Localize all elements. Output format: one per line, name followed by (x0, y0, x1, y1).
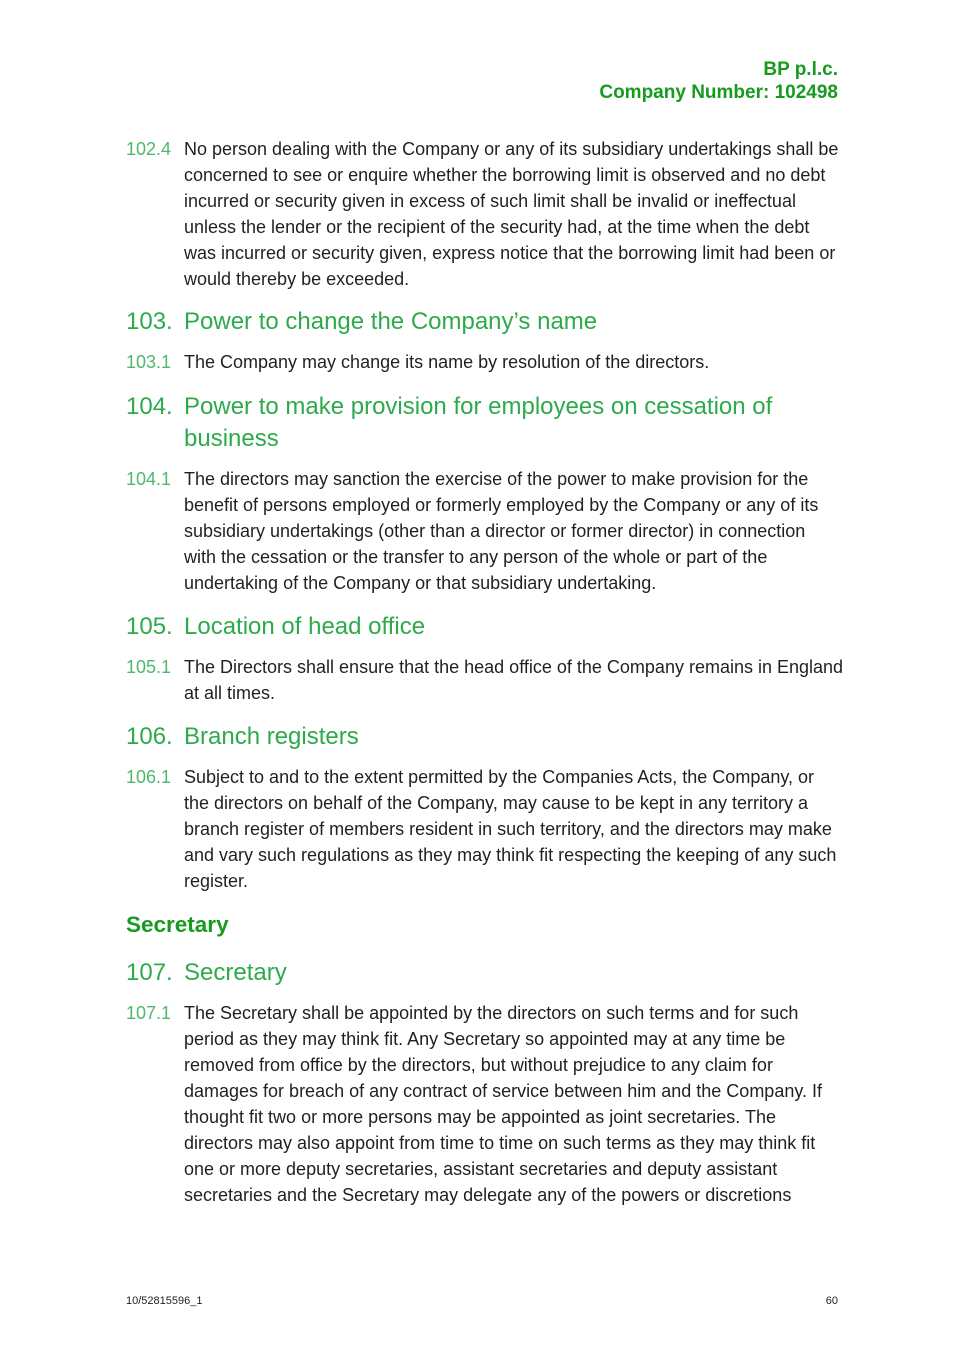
clause-line: branch register of members resident in such territory, and the directors may make (184, 819, 832, 839)
article-title-line: Location of head office (184, 613, 426, 640)
clause-line: and vary such regulations as they may think fit respecting the keeping of any such (184, 845, 837, 865)
clause-body (184, 764, 838, 894)
clause-line: directors may also appoint from time to time on such terms as they may think fit (184, 1133, 816, 1153)
clause-line: subsidiary undertakings (other than a director or former director) in connection (184, 521, 806, 541)
clause-body (184, 349, 838, 375)
clause-line: damages for breach of any contract of service between him and the Company. If (184, 1081, 823, 1101)
page-header (599, 58, 838, 104)
article-title-line: business (184, 425, 279, 452)
clause-line: incurred or security given in excess of such limit shall be invalid or ineffectual (184, 191, 796, 211)
article-number: 103. (126, 308, 173, 335)
clause-line: period as they may think fit. Any Secretary so appointed may at any time be (184, 1029, 786, 1049)
clause-number: 102.4 (126, 139, 172, 159)
clause-107-1 (126, 1000, 838, 1208)
article-title-line: Power to change the Company’s name (184, 308, 598, 335)
article-heading-106 (126, 721, 838, 753)
clause-number: 106.1 (126, 767, 172, 787)
clause-number: 104.1 (126, 469, 172, 489)
article-heading-103 (126, 306, 838, 338)
clause-105-1 (126, 654, 844, 706)
article-title-line: Branch registers (184, 723, 359, 750)
clause-line: the directors on behalf of the Company, may cause to be kept in any territory a (184, 793, 808, 813)
clause-line: secretaries and the Secretary may delegate any of the powers or discretions (184, 1185, 792, 1205)
clause-line: No person dealing with the Company or any of its subsidiary undertakings shall be (184, 139, 839, 159)
company-name: BP p.l.c. (763, 59, 838, 80)
clause-body (184, 654, 844, 706)
article-title (184, 306, 838, 338)
clause-line: would thereby be exceeded. (184, 269, 410, 289)
clause-line: Subject to and to the extent permitted by the Companies Acts, the Company, or (184, 767, 815, 787)
article-title-line: Secretary (184, 959, 287, 986)
clause-line: register. (184, 871, 249, 891)
section-heading: Secretary (126, 912, 229, 937)
article-number: 105. (126, 613, 173, 640)
article-title (184, 957, 838, 989)
company-number: Company Number: 102498 (599, 82, 838, 103)
article-number: 106. (126, 723, 173, 750)
clause-line: The Company may change its name by resolution of the directors. (184, 352, 710, 372)
article-number: 104. (126, 393, 173, 420)
article-heading-107 (126, 957, 838, 989)
clause-line: one or more deputy secretaries, assistant secretaries and deputy assistant (184, 1159, 778, 1179)
clause-106-1 (126, 764, 838, 894)
article-heading-105 (126, 611, 838, 643)
article-title (184, 391, 838, 455)
document-reference: 10/52815596_1 (126, 1295, 203, 1307)
article-title (184, 611, 838, 643)
clause-line: concerned to see or enquire whether the borrowing limit is observed and no debt (184, 165, 826, 185)
page-number: 60 (825, 1295, 838, 1307)
clause-102-4 (126, 136, 838, 292)
clause-number: 103.1 (126, 352, 172, 372)
clause-line: was incurred or security given, express notice that the borrowing limit had been or (184, 243, 836, 263)
clause-number: 105.1 (126, 657, 172, 677)
clause-line: The Secretary shall be appointed by the directors on such terms and for such (184, 1003, 799, 1023)
clause-line: The Directors shall ensure that the head office of the Company remains in England (184, 657, 844, 677)
clause-line: thought fit two or more persons may be appointed as joint secretaries. The (184, 1107, 776, 1127)
clause-103-1 (126, 349, 838, 375)
clause-line: unless the lender or the recipient of the security had, at the time when the debt (184, 217, 810, 237)
clause-line: with the cessation or the transfer to any person of the whole or part of the (184, 547, 768, 567)
clause-line: at all times. (184, 683, 276, 703)
clause-line: benefit of persons employed or formerly employed by the Company or any of its (184, 495, 819, 515)
clause-line: The directors may sanction the exercise of the power to make provision for the (184, 469, 809, 489)
clause-104-1 (126, 466, 838, 596)
article-title-line: Power to make provision for employees on cessation of (184, 393, 773, 420)
clause-number: 107.1 (126, 1003, 172, 1023)
clause-line: undertaking of the Company or that subsidiary undertaking. (184, 573, 657, 593)
article-heading-104 (126, 391, 838, 455)
clause-body (184, 466, 838, 596)
clause-body (184, 136, 838, 292)
clause-line: removed from office by the directors, but without prejudice to any claim for (184, 1055, 773, 1075)
article-number: 107. (126, 959, 173, 986)
clause-body (184, 1000, 838, 1208)
article-title (184, 721, 838, 753)
